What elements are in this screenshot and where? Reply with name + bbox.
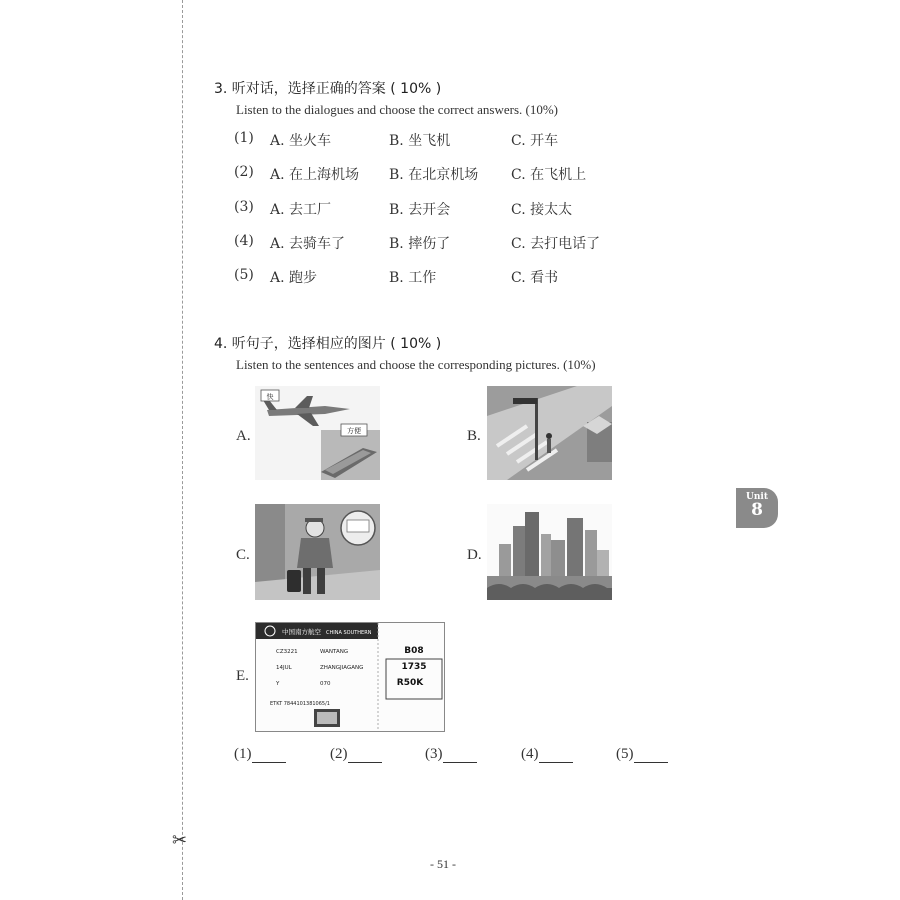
question-number: (2) <box>234 164 254 180</box>
travel-class: Y <box>276 681 280 687</box>
option-c: C. 接太太 <box>511 202 573 218</box>
answer-blank-4[interactable]: (4) <box>521 746 573 763</box>
question-number: (3) <box>234 199 254 215</box>
picture-b-letter: B. <box>467 428 481 444</box>
answer-blank-5[interactable]: (5) <box>616 746 668 763</box>
passenger-name: WANTANG <box>320 649 349 655</box>
flight-date: 14JUL <box>276 665 292 671</box>
section-3-title: 3. 听对话，选择正确的答案 ( 10% ) <box>214 81 442 97</box>
picture-e-boarding-pass <box>255 622 445 732</box>
option-a: A. 在上海机场 <box>270 167 360 183</box>
seat-number: R50K <box>396 678 424 688</box>
option-c: C. 看书 <box>511 270 559 286</box>
option-b: B. 坐飞机 <box>389 133 451 149</box>
section-4-title: 4. 听句子，选择相应的图片 ( 10% ) <box>214 336 442 352</box>
cut-line <box>182 0 183 900</box>
picture-b-street <box>487 386 612 480</box>
picture-d-letter: D. <box>467 547 482 563</box>
gate-number: B08 <box>404 646 424 656</box>
option-a: A. 跑步 <box>270 270 318 286</box>
unit-tab <box>736 488 778 528</box>
section-4-subtitle: Listen to the sentences and choose the corresponding pictures. (10%) <box>236 357 596 372</box>
option-b: B. 摔伤了 <box>389 236 451 252</box>
option-c: C. 在飞机上 <box>511 167 587 183</box>
option-a: A. 去骑车了 <box>270 236 346 252</box>
sequence-number: 070 <box>320 681 331 687</box>
sign-fast: 快 <box>266 393 274 401</box>
unit-number: 8 <box>751 500 763 520</box>
airline-name-cn: 中国南方航空 <box>282 628 321 636</box>
answer-blank-1[interactable]: (1) <box>234 746 286 763</box>
answer-blank-2[interactable]: (2) <box>330 746 382 763</box>
picture-e-letter: E. <box>236 668 249 684</box>
unit-label: Unit <box>746 492 768 502</box>
option-b: B. 工作 <box>389 270 437 286</box>
scissors-icon: ✂ <box>172 830 188 851</box>
option-c: C. 开车 <box>511 133 559 149</box>
picture-a-plane-train <box>255 386 380 480</box>
question-number: (4) <box>234 233 254 249</box>
answer-blank-3[interactable]: (3) <box>425 746 477 763</box>
question-number: (5) <box>234 267 254 283</box>
option-c: C. 去打电话了 <box>511 236 601 252</box>
option-b: B. 在北京机场 <box>389 167 479 183</box>
sign-convenient: 方便 <box>347 427 361 435</box>
option-a: A. 去工厂 <box>270 202 332 218</box>
page-number: - 51 - <box>430 857 456 871</box>
airline-name-en: CHINA SOUTHERN <box>326 630 372 636</box>
picture-c-traveller <box>255 504 380 600</box>
question-number: (1) <box>234 130 254 146</box>
etkt-number: ETKT 7844101381065/1 <box>270 701 330 707</box>
picture-d-skyline <box>487 504 612 600</box>
option-a: A. 坐火车 <box>270 133 332 149</box>
option-b: B. 去开会 <box>389 202 451 218</box>
destination: ZHANGJIAGANG <box>320 665 364 671</box>
picture-c-letter: C. <box>236 547 250 563</box>
section-3-subtitle: Listen to the dialogues and choose the correct answers. (10%) <box>236 102 559 117</box>
flight-number: CZ3221 <box>276 649 298 655</box>
boarding-time: 1735 <box>401 662 427 672</box>
picture-a-letter: A. <box>236 428 251 444</box>
